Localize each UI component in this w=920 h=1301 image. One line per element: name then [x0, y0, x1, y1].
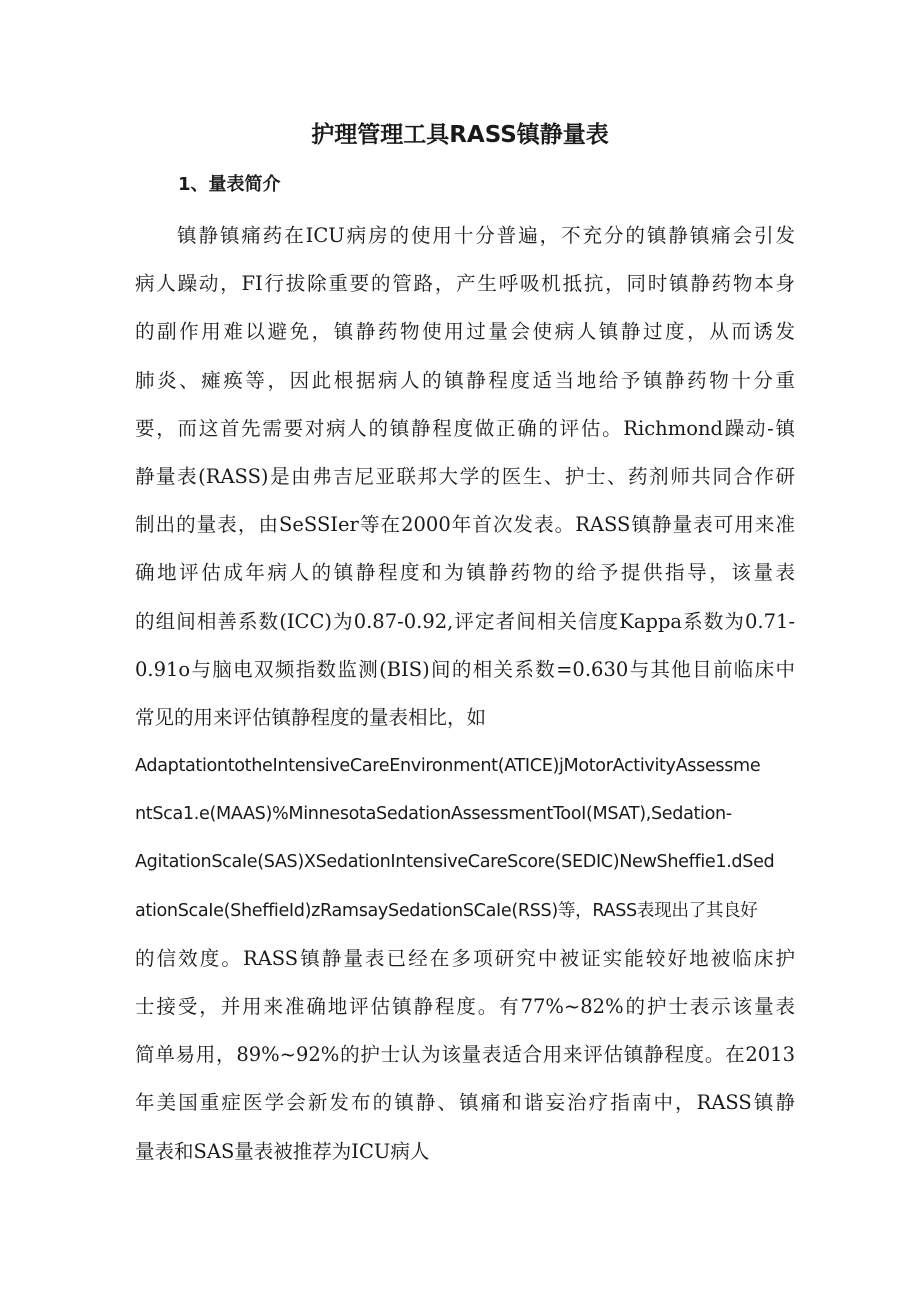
text-line: 病人躁动，FI行拔除重要的管路，产生呼吸机抵抗，同时镇静药物本身 [135, 272, 795, 296]
text-line: AdaptationtotheIntensiveCareEnvironment(ATICE)jMotorActivityAssessme [135, 756, 761, 777]
text-line: 镇静镇痛药在ICU病房的使用十分普遍，不充分的镇静镇痛会引发 [177, 224, 795, 247]
text-line: AgitationScaIe(SAS)XSedationIntensiveCareScore(SEDIC)NewSheffie1.dSed [135, 852, 775, 873]
text-line: 要，而这首先需要对病人的镇静程度做正确的评估。Richmond躁动-镇 [135, 416, 795, 440]
text-line: ationScaIe(SheffieId)zRamsaySedationSCaIe(RSS)等，RASS表现出了其良好 [135, 900, 758, 921]
text-line: 年美国重症医学会新发布的镇静、镇痛和谐妄治疗指南中，RASS镇静 [135, 1091, 795, 1115]
text-line: 常见的用来评估镇静程度的量表相比，如 [135, 705, 487, 729]
text-line: 的副作用难以避免，镇静药物使用过量会使病人镇静过度，从而诱发 [135, 320, 795, 344]
text-line: 的组间相善系数(ICC)为0.87-0.92,评定者间相关信度Kappa系数为0.71- [135, 609, 795, 633]
text-line: ntSca1.e(MAAS)%MinnesotaSedationAssessmentTooI(MSAT),Sedation- [135, 804, 732, 825]
body-paragraph [135, 212, 795, 1176]
section-heading: 1、量表简介 [178, 174, 281, 195]
text-line: 简单易用，89%~92%的护士认为该量表适合用来评估镇静程度。在2013 [135, 1043, 795, 1067]
text-line: 量表和SAS量表被推荐为ICU病人 [135, 1139, 430, 1163]
text-line: 制出的量表，由SeSSIer等在2000年首次发表。RASS镇静量表可用来准 [135, 513, 795, 537]
text-line: 肺炎、瘫痪等，因此根据病人的镇静程度适当地给予镇静药物十分重 [135, 368, 795, 392]
document-title: 护理管理工具RASS镇静量表 [311, 122, 609, 148]
text-line: 确地评估成年病人的镇静程度和为镇静药物的给予提供指导，该量表 [135, 561, 795, 585]
text-line: 0.91o与脑电双频指数监测(BIS)间的相关系数=0.630与其他目前临床中 [135, 657, 795, 681]
text-line: 士接受，并用来准确地评估镇静程度。有77%~82%的护士表示该量表 [135, 995, 795, 1018]
text-line: 静量表(RASS)是由弗吉尼亚联邦大学的医生、护士、药剂师共同合作研 [135, 464, 795, 488]
text-line: 的信效度。RASS镇静量表已经在多项研究中被证实能较好地被临床护 [135, 946, 795, 970]
